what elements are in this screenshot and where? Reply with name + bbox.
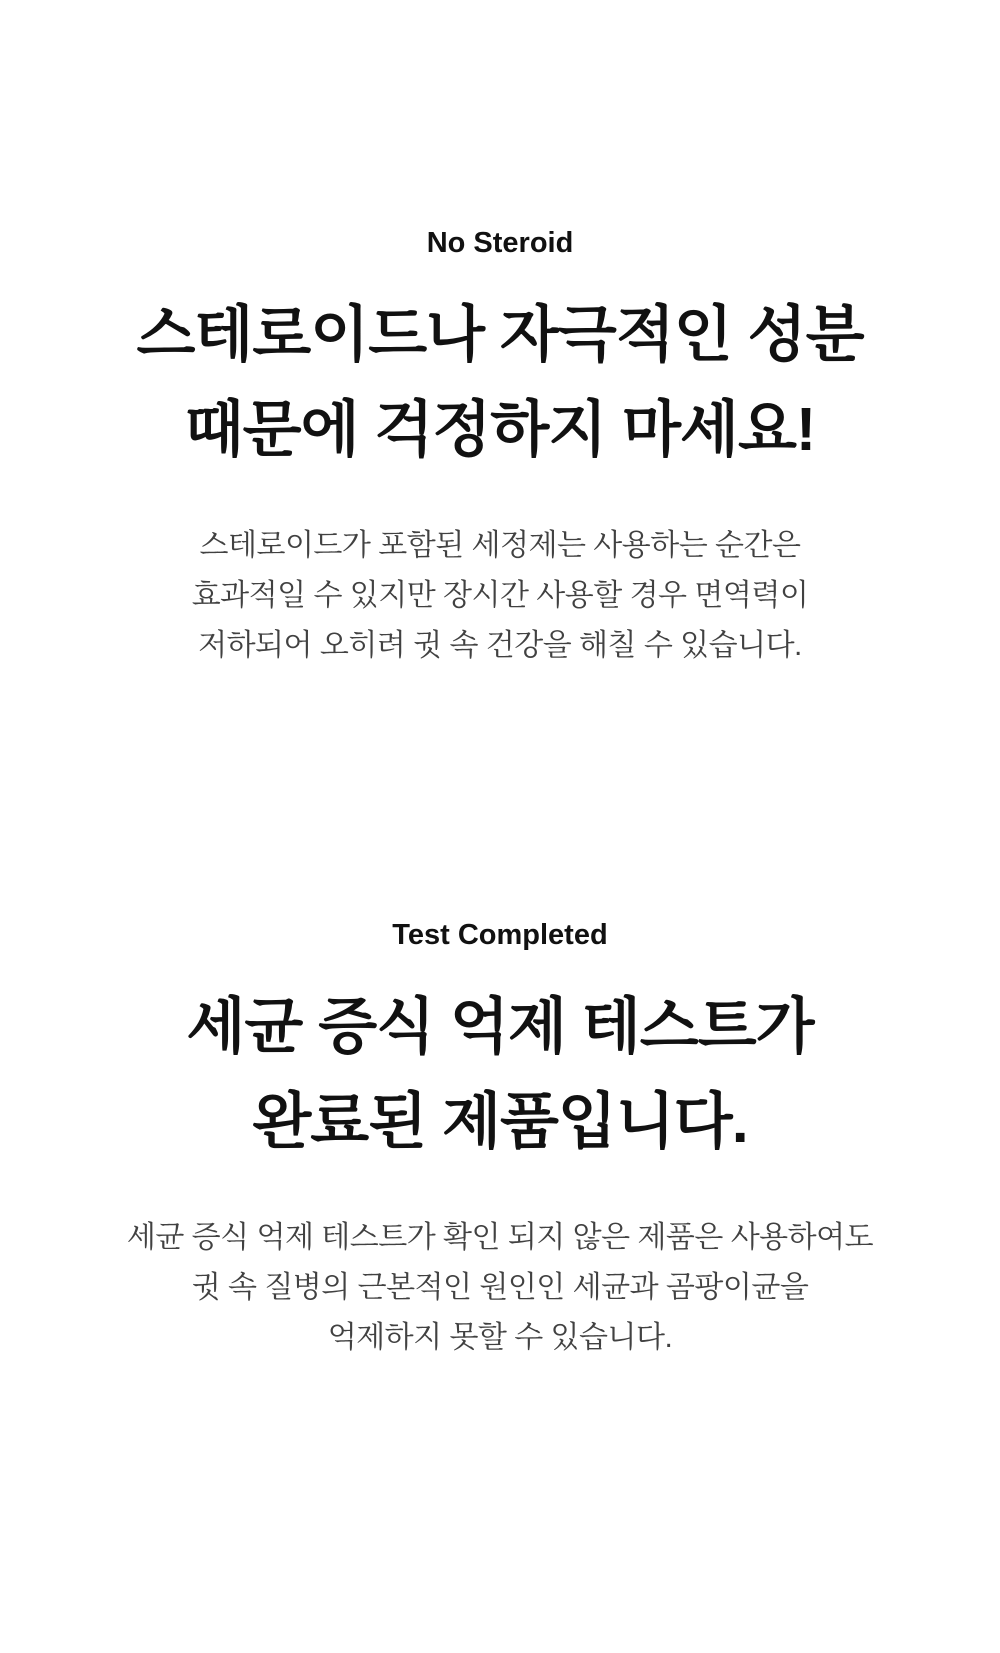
no-steroid-description: [0, 521, 1000, 671]
test-completed-description: [0, 1213, 1000, 1363]
no-steroid-section: [0, 0, 1000, 671]
test-completed-eyebrow: Test Completed: [392, 919, 608, 951]
no-steroid-description-line-3: 저하되어 오히려 귓 속 건강을 해칠 수 있습니다.: [198, 629, 802, 662]
test-completed-title-line-1: 세균 증식 억제 테스트가: [186, 992, 814, 1060]
test-completed-description-line-2: 귓 속 질병의 근본적인 원인인 세균과 곰팡이균을: [191, 1271, 809, 1304]
no-steroid-description-line-2: 효과적일 수 있지만 장시간 사용할 경우 면역력이: [191, 579, 809, 612]
test-completed-description-line-1: 세균 증식 억제 테스트가 확인 되지 않은 제품은 사용하여도: [126, 1221, 874, 1254]
test-completed-section: [0, 671, 1000, 1363]
test-completed-title: [0, 979, 1000, 1169]
test-completed-description-line-3: 억제하지 못할 수 있습니다.: [327, 1321, 673, 1354]
no-steroid-title-line-2: 때문에 걱정하지 마세요!: [184, 395, 816, 463]
no-steroid-description-line-1: 스테로이드가 포함된 세정제는 사용하는 순간은: [199, 529, 801, 562]
no-steroid-title: [0, 287, 1000, 477]
no-steroid-title-line-1: 스테로이드나 자극적인 성분: [136, 300, 864, 368]
test-completed-title-line-2: 완료된 제품입니다.: [252, 1087, 748, 1155]
no-steroid-eyebrow: No Steroid: [426, 227, 574, 259]
